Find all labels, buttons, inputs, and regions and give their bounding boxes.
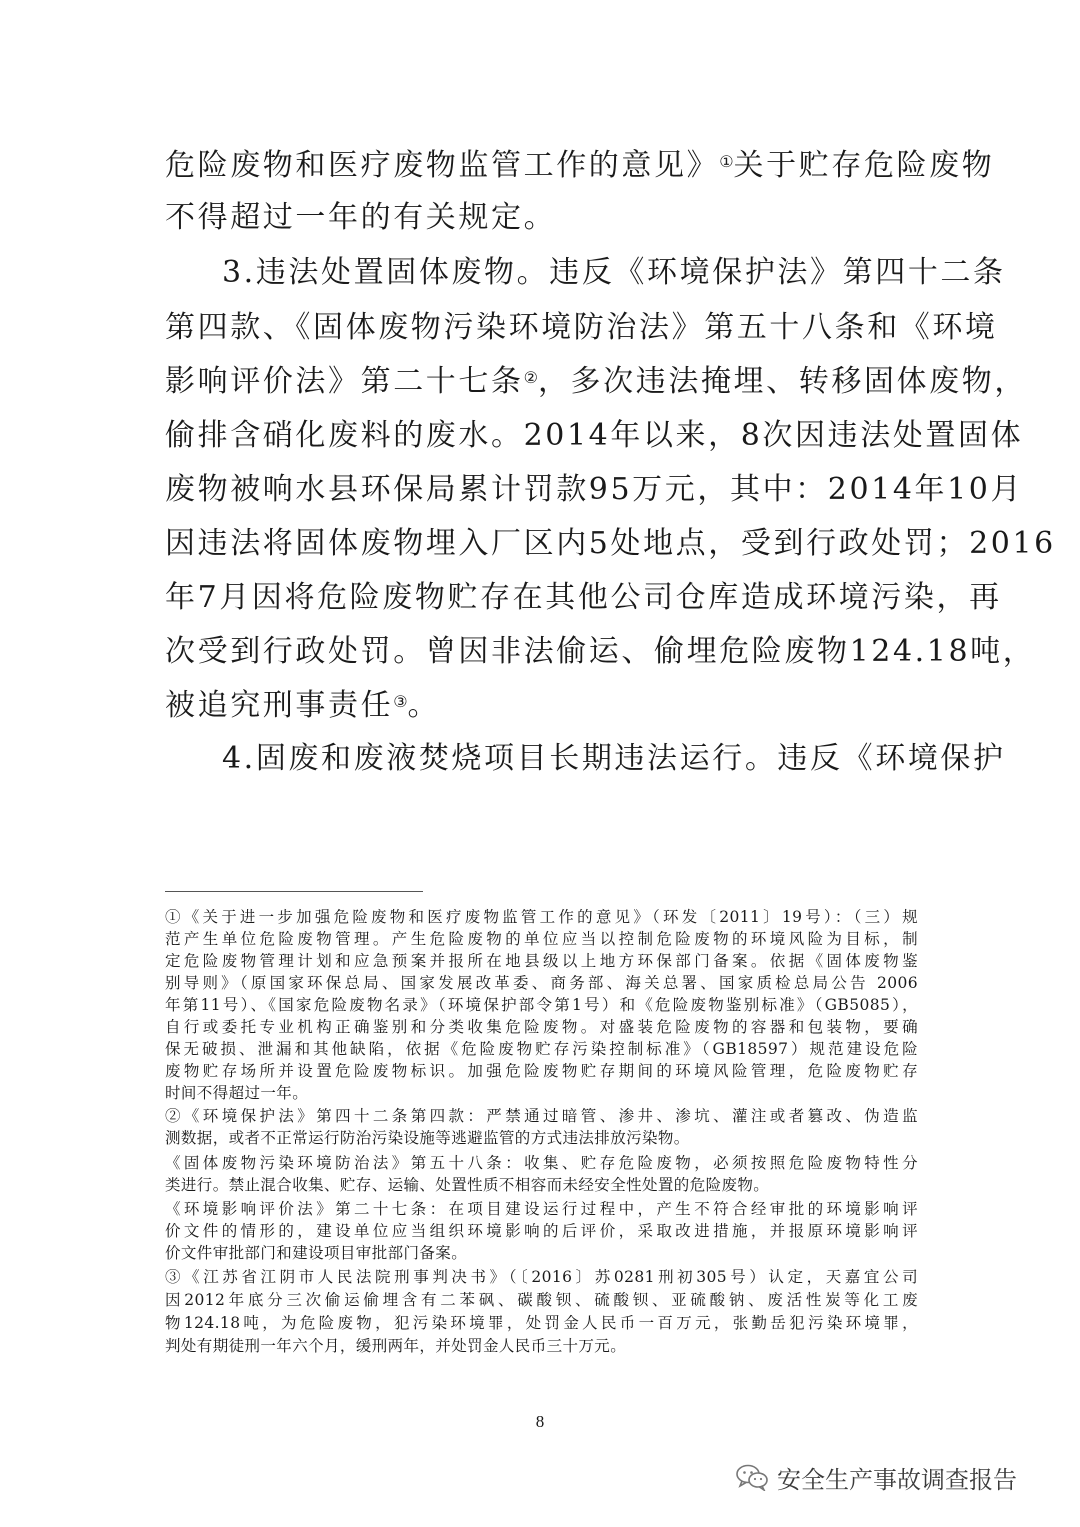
body-line-6: 偷排含硝化废料的废水。2014年以来，8次因违法处置固体 <box>165 418 1024 453</box>
footnote-3-line: 物124.18吨，为危险废物，犯污染环境罪，处罚金人民币一百万元，张勤岳犯污染环境罪， <box>165 1314 918 1332</box>
footnote-1-line: 自行或委托专业机构正确鉴别和分类收集危险废物。对盛装危险废物的容器和包装物，要确 <box>165 1018 918 1036</box>
body-line-8: 因违法将固体废物埋入厂区内5处地点，受到行政处罚；2016 <box>165 526 1056 561</box>
footnote-1-line: 年第11号）、《国家危险废物名录》（环境保护部令第1号）和《危险废物鉴别标准》（GB5085）， <box>165 996 918 1014</box>
footnote-1-line: 废物贮存场所并设置危险废物标识。加强危险废物贮存期间的环境风险管理，危险废物贮存 <box>165 1062 918 1080</box>
footnote-1-line: ①《关于进一步加强危险废物和医疗废物监管工作的意见》（环发〔2011〕19号）：（三）规 <box>165 908 918 926</box>
footnote-2-line: 类进行。禁止混合收集、贮存、运输、处置性质不相容而未经安全性处置的危险废物。 <box>165 1176 770 1194</box>
page-number: 8 <box>535 1412 545 1431</box>
footnote-2-line: 《环境影响评价法》第二十七条：在项目建设运行过程中，产生不符合经审批的环境影响评 <box>165 1200 918 1218</box>
watermark <box>735 1461 1017 1493</box>
footnote-1-line: 范产生单位危险废物管理。产生危险废物的单位应当以控制危险废物的环境风险为目标，制 <box>165 930 918 948</box>
body-line-5: 影响评价法》第二十七条②，多次违法掩埋、转移固体废物， <box>165 364 1027 399</box>
footnote-ref-3[interactable]: ③ <box>393 692 408 711</box>
footnote-ref-1[interactable]: ① <box>719 152 734 171</box>
footnote-1-line: 定危险废物管理计划和应急预案并报所在地县级以上地方环保部门备案。依据《固体废物鉴 <box>165 952 918 970</box>
footnote-1-line: 别导则》（原国家环保总局、国家发展改革委、商务部、海关总署、国家质检总局公告 2006 <box>165 974 918 992</box>
footnote-2-line: 价文件的情形的，建设单位应当组织环境影响的后评价，采取改进措施，并报原环境影响评 <box>165 1222 918 1240</box>
body-line-2: 不得超过一年的有关规定。 <box>165 200 557 235</box>
footnote-2-line: ②《环境保护法》第四十二条第四款：严禁通过暗管、渗井、渗坑、灌注或者篡改、伪造监 <box>165 1107 918 1125</box>
body-line-9: 年7月因将危险废物贮存在其他公司仓库造成环境污染，再 <box>165 580 1002 615</box>
wechat-icon <box>735 1463 769 1491</box>
footnote-2-line: 价文件审批部门和建设项目审批部门备案。 <box>165 1244 468 1262</box>
footnote-3-line: 判处有期徒刑一年六个月，缓刑两年，并处罚金人民币三十万元。 <box>165 1337 627 1355</box>
section-3-heading-line: 3.违法处置固体废物。违反《环境保护法》第四十二条 <box>222 255 1006 290</box>
footnote-3-line: 因2012年底分三次偷运偷埋含有二苯砜、碳酸钡、硫酸钡、亚硫酸钠、废活性炭等化工废 <box>165 1291 918 1309</box>
footnote-2-line: 测数据，或者不正常运行防治污染设施等逃避监管的方式违法排放污染物。 <box>165 1129 690 1147</box>
body-line-7: 废物被响水县环保局累计罚款95万元，其中：2014年10月 <box>165 472 1024 507</box>
footnote-1-line: 保无破损、泄漏和其他缺陷，依据《危险废物贮存污染控制标准》（GB18597）规范建设危险 <box>165 1040 918 1058</box>
body-line-11: 被追究刑事责任③。 <box>165 688 441 723</box>
footnote-3-line: ③《江苏省江阴市人民法院刑事判决书》（〔2016〕苏0281刑初305号）认定，天嘉宜公司 <box>165 1268 918 1286</box>
body-line-10: 次受到行政处罚。曾因非法偷运、偷埋危险废物124.18吨， <box>165 634 1036 669</box>
footnote-ref-2[interactable]: ② <box>523 368 538 387</box>
body-line-1: 危险废物和医疗废物监管工作的意见》①关于贮存危险废物 <box>165 148 995 183</box>
watermark-text: 安全生产事故调查报告 <box>777 1465 1017 1494</box>
footnote-separator <box>165 891 423 892</box>
body-line-4: 第四款、《固体废物污染环境防治法》第五十八条和《环境 <box>165 310 998 345</box>
footnote-2-line: 《固体废物污染环境防治法》第五十八条：收集、贮存危险废物，必须按照危险废物特性分 <box>165 1154 918 1172</box>
section-4-heading-line: 4.固废和废液焚烧项目长期违法运行。违反《环境保护 <box>222 741 1006 776</box>
footnote-1-line: 时间不得超过一年。 <box>165 1084 309 1102</box>
